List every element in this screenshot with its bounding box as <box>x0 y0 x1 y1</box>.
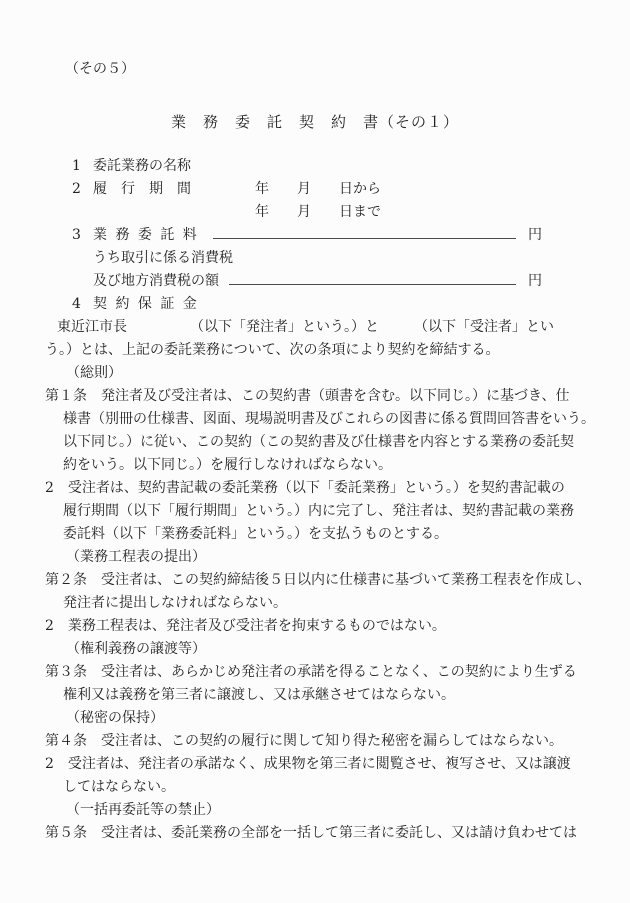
tax-label-line1: うち取引に係る消費税 <box>93 250 233 266</box>
page-corner-label: （その５） <box>65 61 135 77</box>
item-number: 1 <box>72 158 81 174</box>
contract-line: 2 受注者は、発注者の承諾なく、成果物を第三者に閲覧させ、複写させ、又は譲渡 <box>45 756 571 772</box>
item-performance-period <box>45 178 585 201</box>
item-consumption-tax-line2 <box>45 270 542 293</box>
preamble-line: 東近江市長 （以下「発注者」という。）と （以下「受注者」とい <box>57 319 554 335</box>
contract-line: してはならない。 <box>63 779 175 795</box>
contract-line: 2 受注者は、契約書記載の委託業務（以下「委託業務」という。）を契約書記載の <box>45 480 565 496</box>
contract-line: 第１条 発注者及び受注者は、この契約書（頭書を含む。以下同じ。）に基づき、仕 <box>45 388 570 404</box>
section-heading: （総則） <box>66 365 122 381</box>
item-contract-deposit <box>45 293 585 316</box>
item-label: 委託業務の名称 <box>93 158 191 174</box>
contract-line: 第５条 受注者は、委託業務の全部を一括して第三者に委託し、又は請け負わせては <box>45 825 577 841</box>
contract-line: 委託料（以下「業務委託料」という。）を支払うものとする。 <box>63 526 448 542</box>
preamble-line: う。）とは、上記の委託業務について、次の条項により契約を締結する。 <box>45 342 500 358</box>
contract-line: 第３条 受注者は、あらかじめ発注者の承諾を得ることなく、この契約により生ずる <box>45 664 577 680</box>
item-label: 契 約 保 証 金 <box>93 296 199 312</box>
fee-amount-blank-line <box>213 224 516 239</box>
item-performance-period-end <box>45 201 585 224</box>
contract-preamble <box>45 316 585 362</box>
contract-line: 第４条 受注者は、この契約の履行に関して知り得た秘密を漏らしてはならない。 <box>45 733 563 749</box>
section-heading: （業務工程表の提出） <box>66 549 206 565</box>
contract-line: 発注者に提出しなければならない。 <box>63 595 287 611</box>
contract-line: 第２条 受注者は、この契約締結後５日以内に仕様書に基づいて業務工程表を作成し、 <box>45 572 591 588</box>
item-label: 業 務 委 託 料 <box>93 227 199 243</box>
section-heading: （秘密の保持） <box>66 710 164 726</box>
section-heading: （権利義務の譲渡等） <box>66 641 206 657</box>
item-consigned-work-name <box>45 155 585 178</box>
contract-line: 約をいう。以下同じ。）を履行しなければならない。 <box>63 457 392 473</box>
item-consumption-tax-line1 <box>45 247 585 270</box>
contract-line: 2 業務工程表は、発注者及び受注者を拘束するものではない。 <box>45 618 446 634</box>
contract-line: 権利又は義務を第三者に譲渡し、又は承継させてはならない。 <box>63 687 455 703</box>
fee-unit-yen: 円 <box>528 227 542 243</box>
tax-amount-blank-line <box>229 270 516 285</box>
tax-label-line2: 及び地方消費税の額 <box>93 273 219 289</box>
period-start-fields: 年 月 日から <box>255 181 381 197</box>
item-number: 3 <box>72 227 81 243</box>
period-end-fields: 年 月 日まで <box>255 204 381 220</box>
contract-line: 履行期間（以下「履行期間」という。）内に完了し、発注者は、契約書記載の業務 <box>63 503 574 519</box>
item-number: 4 <box>72 296 81 312</box>
contract-line: 様書（別冊の仕様書、図面、現場説明書及びこれらの図書に係る質問回答書をいう。 <box>63 411 595 427</box>
document-title: 業 務 委 託 契 約 書（その１） <box>170 113 459 131</box>
item-consignment-fee <box>45 224 542 247</box>
contract-body <box>45 362 595 845</box>
header-items <box>45 155 585 316</box>
section-heading: （一括再委託等の禁止） <box>66 802 220 818</box>
contract-line: 以下同じ。）に従い、この契約（この契約書及び仕様書を内容とする業務の委託契 <box>63 434 574 450</box>
tax-unit-yen: 円 <box>528 273 542 289</box>
item-number: 2 <box>72 181 81 197</box>
item-label: 履 行 期 間 <box>93 181 191 197</box>
